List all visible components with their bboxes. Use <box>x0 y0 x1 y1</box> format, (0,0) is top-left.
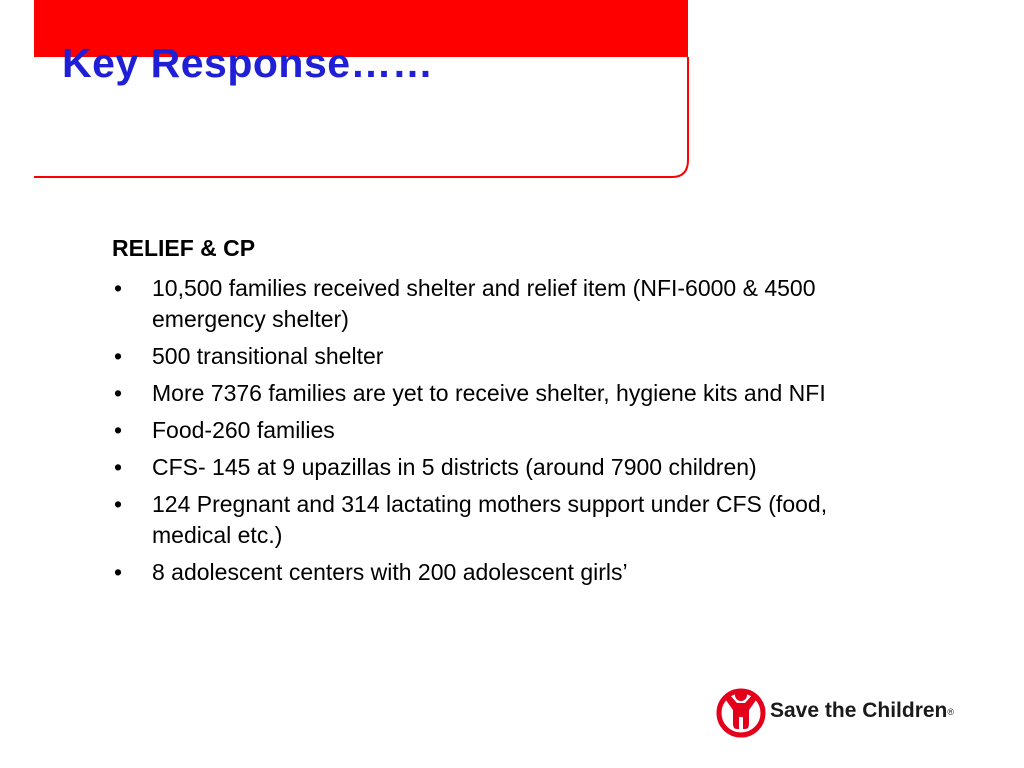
list-item <box>112 378 902 409</box>
header-frame <box>0 0 1024 190</box>
logo-wordmark <box>770 699 954 723</box>
list-item <box>112 273 902 335</box>
list-item-text: 124 Pregnant and 314 lactating mothers support under CFS (food, medical etc.) <box>152 491 828 548</box>
bullet-list <box>112 273 902 588</box>
list-item <box>112 341 902 372</box>
bullet-marker: • <box>114 380 123 406</box>
list-item-text: More 7376 families are yet to receive shelter, hygiene kits and NFI <box>152 380 826 406</box>
slide-content <box>112 233 902 594</box>
bullet-marker: • <box>114 343 123 369</box>
bullet-marker: • <box>114 275 123 301</box>
section-heading: RELIEF & CP <box>112 235 256 261</box>
list-item <box>112 489 902 551</box>
list-item-text: 8 adolescent centers with 200 adolescent girls’ <box>152 559 628 585</box>
bullet-marker: • <box>114 454 123 480</box>
bullet-marker: • <box>114 559 123 585</box>
bullet-marker: • <box>114 491 123 517</box>
logo-text: Save the Children <box>770 699 948 722</box>
list-item-text: Food-260 families <box>152 417 335 443</box>
save-the-children-figure-icon <box>716 684 766 738</box>
registered-mark: ® <box>947 707 955 717</box>
list-item-text: 10,500 families received shelter and relief item (NFI-6000 & 4500 emergency shelter) <box>152 275 816 332</box>
list-item <box>112 452 902 483</box>
slide-title: Key Response…… <box>62 40 434 86</box>
list-item <box>112 557 902 588</box>
bullet-marker: • <box>114 417 123 443</box>
list-item <box>112 415 902 446</box>
save-the-children-logo <box>716 683 966 739</box>
list-item-text: CFS- 145 at 9 upazillas in 5 districts (around 7900 children) <box>152 454 757 480</box>
list-item-text: 500 transitional shelter <box>152 343 384 369</box>
